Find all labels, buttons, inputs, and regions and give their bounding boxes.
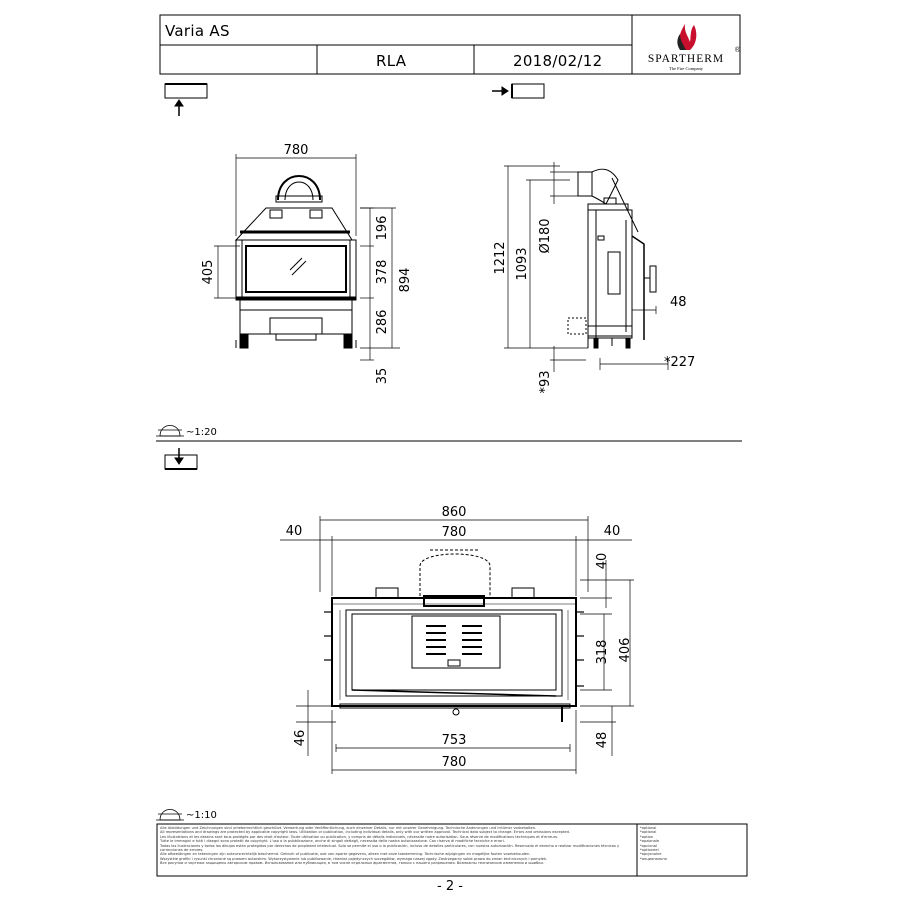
plan-depth-40-dim: 40 <box>595 552 610 570</box>
legal-line-it: Tutte le immagini e tutti i disegni sono protetti da copyright. L'uso o la pubblicazione, anche di singoli dettagli, necessita della nostra autorizzazione. Con riserva di modifiche tecniche e errori. <box>160 839 505 844</box>
front-height-894-dim: 894 <box>398 267 413 293</box>
optional-note: *опционально <box>640 856 667 861</box>
plan-width-753-dim: 753 <box>441 733 467 748</box>
side-depth-227-dim: *227 <box>664 355 696 370</box>
plan-width-780-bottom-dim: 780 <box>441 755 467 770</box>
optional-note: *opcional <box>640 843 657 848</box>
plan-width-860-dim: 860 <box>441 505 467 520</box>
scale-lower-label: ~1:10 <box>186 810 217 821</box>
legal-line-nl: Alle afbeeldingen en tekeningen zijn auteursrechtelijk beschermd. Gebruik of publicatie, ook van aparte gegevens, alleen met onze toestemming. Technische wijzigingen en mogelijke fouten voorbehouden. <box>160 852 531 857</box>
optional-note: *optioneel <box>640 848 659 853</box>
front-view-indicator-icon <box>165 84 207 116</box>
front-height-286-dim: 286 <box>375 309 390 335</box>
optional-note: *optional <box>640 826 657 830</box>
plan-depth-318-dim: 318 <box>595 639 610 665</box>
scale-upper-label: ~1:20 <box>186 427 217 438</box>
optional-note: *opzionale <box>640 839 660 844</box>
drawing-date: 2018/02/12 <box>513 52 603 70</box>
side-height-1093-dim: 1093 <box>515 247 530 281</box>
side-height-93-dim: *93 <box>538 370 553 394</box>
page-number: - 2 - <box>437 879 463 894</box>
optional-note: *opcjonalne <box>640 852 662 857</box>
front-height-35-dim: 35 <box>375 367 390 385</box>
front-view <box>236 176 356 348</box>
legal-line-pl: Wszystkie grafiki i rysunki chronione są prawem autorskim. Wykorzystywanie lub publikowanie, również pojedynczych szczegółów, wymaga naszej zgody. Zastrzegamy sobie prawo do zmian technicznych i pomyłek. <box>160 856 548 861</box>
brand-name: SPARTHERM <box>647 53 725 65</box>
front-width-780-dim: 780 <box>283 143 309 158</box>
plan-margin-40-right-dim: 40 <box>603 524 621 539</box>
variant-code: RLA <box>376 52 407 70</box>
legal-line-es: Todas las ilustraciones y todos los dibujos están protegidos por derechos de propiedad intelectual. Solo se permite el uso o la publicación, incluso de detalles particulares, con nuestra autorización. Reservado el derecho a realizar modificaciones técnicas y correcciones de errores. <box>160 843 620 853</box>
model-name: Varia AS <box>165 22 230 40</box>
legal-optional-notes <box>640 826 744 874</box>
plan-depth-48-dim: 48 <box>595 731 610 749</box>
title-block-frame <box>160 15 740 74</box>
legal-disclaimer <box>160 826 636 874</box>
legal-line-fr: Les illustrations et les dessins sont tous protégés par des droit d'auteur. Toute utilisation ou publication, y compris de détails individuels, nécessite notre autorisation. Sous réserve de modifications techniques et d'erreurs. <box>160 834 559 839</box>
side-view-indicator-icon <box>492 84 544 98</box>
plan-depth-46-dim: 46 <box>293 729 308 747</box>
plan-view <box>324 550 584 722</box>
plan-width-780-top-dim: 780 <box>441 525 467 540</box>
optional-note: *option <box>640 834 654 839</box>
spartherm-logo-flame-icon <box>677 24 696 50</box>
side-flue-diameter-dim: Ø180 <box>538 218 553 254</box>
side-view <box>568 169 656 348</box>
front-height-196-dim: 196 <box>375 215 390 241</box>
optional-note: *optional <box>640 830 657 835</box>
scale-upper-icon <box>156 426 184 437</box>
brand-tagline: The Fire Company <box>669 66 703 71</box>
legal-line-de: Alle Abbildungen und Zeichnungen sind urheberrechtlich geschützt. Verwertung oder Veröffentlichung, auch einzelner Details, nur mit unserer Genehmigung. Technische Änderungen und Irrtümer vorbehalten. <box>160 826 537 830</box>
plan-margin-40-left-dim: 40 <box>285 524 303 539</box>
side-depth-48-dim: 48 <box>670 295 687 310</box>
plan-depth-406-dim: 406 <box>618 637 633 663</box>
legal-line-ru: Все рисунки и чертежи защищены авторским правом. Использование или публикация, в том числе отдельных фрагментов, только с нашего разрешения. Возможны технические изменения и ошибки. <box>160 861 545 866</box>
side-height-1212-dim: 1212 <box>493 241 508 275</box>
scale-lower-icon <box>156 810 184 821</box>
legal-line-en: All representations and drawings are protected by applicable copyright laws. Utilization or publication, including individual details, only with our written approval. Technical data subject to change. Errors and omissions excepted. <box>160 830 570 835</box>
top-view-indicator-icon <box>165 448 197 469</box>
front-height-405-dim: 405 <box>201 259 216 285</box>
front-height-378-dim: 378 <box>375 259 390 285</box>
registered-mark: ® <box>735 47 741 54</box>
